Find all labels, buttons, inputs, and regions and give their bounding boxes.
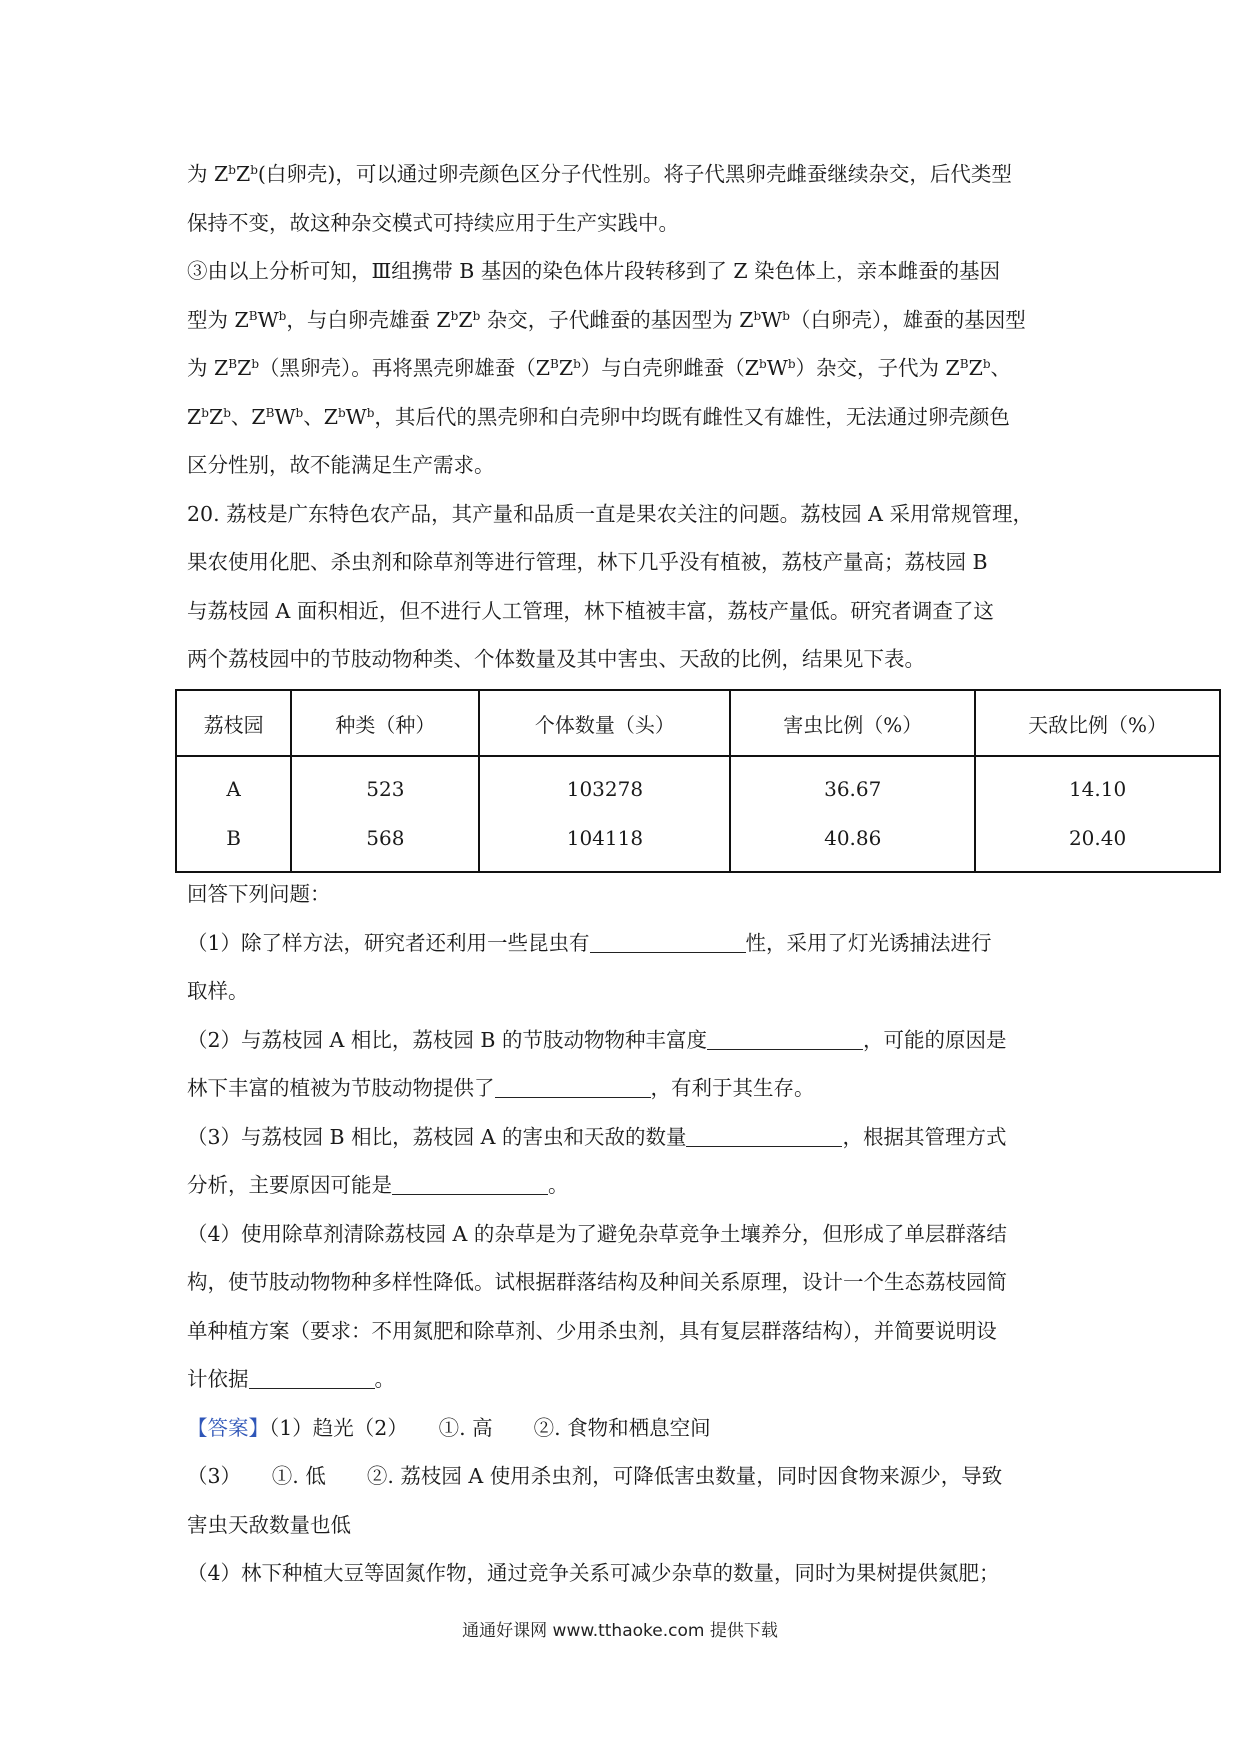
cell-value: 103278 [566, 777, 644, 801]
table-cell [975, 756, 1220, 872]
cell-value: 14.10 [1068, 777, 1127, 801]
answer-line-2: （3） ①. 低 ②. 荔枝园 A 使用杀虫剂，可降低害虫数量，同时因食物来源少，导致 [187, 1464, 1003, 1488]
q4-line-3: 单种植方案（要求：不用氮肥和除草剂、少用杀虫剂，具有复层群落结构），并简要说明设 [187, 1318, 997, 1343]
intro-line-4: 型为 $Z^BW^b$，与白卵壳雄蚕 $Z^bZ^b$ 杂交，子代雌蚕的基因型为 $Z^bW^b$（白卵壳），雄蚕的基因型 [187, 307, 1026, 332]
header-species: 种类（种） [291, 690, 479, 756]
answer-blank[interactable] [707, 1029, 863, 1050]
intro-line-3: ③由以上分析可知，Ⅲ组携带 B 基因的染色体片段转移到了 Z 染色体上，亲本雌蚕的基因 [187, 259, 1001, 283]
q2-line-1: （2）与荔枝园 A 相比，荔枝园 B 的节肢动物物种丰富度 ，可能的原因是 [187, 1027, 1007, 1052]
q3-line-2: 分析，主要原因可能是 。 [187, 1173, 569, 1197]
question-20-line-1: 20. 荔枝是广东特色农产品，其产量和品质一直是果农关注的问题。荔枝园 A 采用常规管理， [187, 501, 1033, 526]
questions-intro: 回答下列问题： [187, 882, 331, 906]
q1-line-1: （1）除了样方法，研究者还利用一些昆虫有 性，采用了灯光诱捕法进行 [187, 930, 992, 955]
page-footer: 通通好课网 www.tthaoke.com 提供下载 [462, 1621, 778, 1641]
table-cell [176, 756, 291, 872]
answer-tag: 【答案】 [187, 1415, 269, 1440]
table-header-row [176, 690, 1220, 756]
cell-value: 20.40 [1068, 826, 1127, 850]
survey-table [175, 689, 1221, 873]
q3-line-1: （3）与荔枝园 B 相比，荔枝园 A 的害虫和天敌的数量 ，根据其管理方式 [187, 1124, 1007, 1149]
table-cell [730, 756, 975, 872]
header-orchard: 荔枝园 [176, 690, 291, 756]
answer-blank[interactable] [590, 932, 746, 953]
answer-blank[interactable] [495, 1077, 651, 1098]
question-20-line-3: 与荔枝园 A 面积相近，但不进行人工管理，林下植被丰富，荔枝产量低。研究者调查了这 [187, 598, 994, 623]
header-pest-ratio: 害虫比例（%） [730, 690, 975, 756]
questions-body [187, 870, 1047, 1598]
question-20-line-2: 果农使用化肥、杀虫剂和除草剂等进行管理，林下几乎没有植被，荔枝产量高；荔枝园 B [187, 550, 988, 574]
intro-line-2: 保持不变，故这种杂交模式可持续应用于生产实践中。 [187, 210, 679, 235]
document-body [187, 150, 1047, 684]
table-cell [479, 756, 730, 872]
header-enemy-ratio: 天敌比例（%） [975, 690, 1220, 756]
cell-value: 104118 [566, 826, 644, 850]
question-20-line-4: 两个荔枝园中的节肢动物种类、个体数量及其中害虫、天敌的比例，结果见下表。 [187, 647, 925, 671]
cell-value: B [226, 826, 241, 850]
cell-value: 523 [366, 777, 405, 801]
intro-line-1: 为 $Z^bZ^b$(白卵壳)，可以通过卵壳颜色区分子代性别。将子代黑卵壳雌蚕继续杂交，后代类型 [187, 162, 1012, 186]
answer-line-1: 【答案】（1）趋光（2） ①. 高 ②. 食物和栖息空间 [187, 1415, 711, 1440]
header-count: 个体数量（头） [479, 690, 730, 756]
intro-line-5: 为 $Z^BZ^b$（黑卵壳）。再将黑壳卵雄蚕$(Z^BZ^b)$与白壳卵雌蚕$(Z^bW^b)$杂交，子代为 $Z^BZ^b$、 [187, 356, 1012, 380]
intro-line-7: 区分性别，故不能满足生产需求。 [187, 453, 495, 477]
q4-line-2: 构，使节肢动物物种多样性降低。试根据群落结构及种间关系原理，设计一个生态荔枝园简 [187, 1270, 1007, 1294]
cell-value: A [226, 777, 241, 801]
answer-blank[interactable] [686, 1126, 842, 1147]
intro-line-6: $Z^bZ^b$、$Z^BW^b$、$Z^bW^b$，其后代的黑壳卵和白壳卵中均既有雌性又有雄性，无法通过卵壳颜色 [187, 404, 1010, 429]
cell-value: 36.67 [824, 777, 882, 801]
answer-line-4: （4）林下种植大豆等固氮作物，通过竞争关系可减少杂草的数量，同时为果树提供氮肥； [187, 1561, 1000, 1585]
q1-line-2: 取样。 [187, 979, 249, 1003]
answer-blank[interactable] [392, 1174, 548, 1195]
q4-line-1: （4）使用除草剂清除荔枝园 A 的杂草是为了避免杂草竞争土壤养分，但形成了单层群落结 [187, 1221, 1007, 1246]
answer-line-3: 害虫天敌数量也低 [187, 1512, 351, 1537]
table-body-row [176, 756, 1220, 872]
answer-blank[interactable] [249, 1368, 375, 1389]
q2-line-2: 林下丰富的植被为节肢动物提供了 ，有利于其生存。 [187, 1076, 815, 1100]
table-cell [291, 756, 479, 872]
cell-value: 568 [366, 826, 405, 850]
cell-value: 40.86 [824, 826, 882, 850]
q4-line-4: 计依据 。 [187, 1367, 395, 1391]
